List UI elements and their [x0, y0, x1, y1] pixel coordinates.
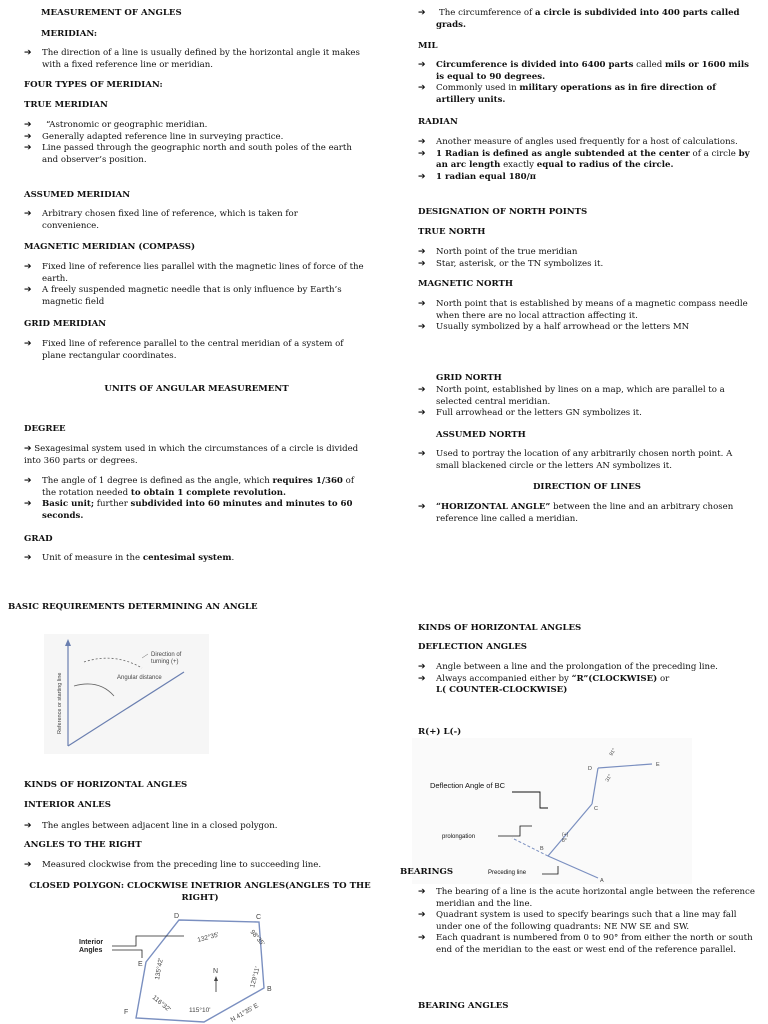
deflection-title: Deflection Angle of BC — [430, 781, 506, 790]
list-item: ➔ North point that is established by means of a magnetic compass needle when there are no local attraction affecting it. — [418, 299, 756, 322]
point-c: C — [594, 806, 598, 812]
bearings-list — [418, 887, 756, 957]
angle-f: 116°32' — [150, 994, 172, 1014]
angle-b: 129°11' — [249, 965, 262, 989]
magnetic-north-list — [418, 299, 756, 334]
list-item: ➔ Fixed line of reference parallel to the central meridian of a system of plane rectangular coordinates. — [24, 339, 369, 362]
list-item: ➔ Basic unit; further subdivided into 60 minutes and minutes to 60 seconds. — [24, 499, 369, 522]
list-item: ➔ North point, established by lines on a map, which are parallel to a selected central meridian. — [418, 385, 756, 408]
leader-line — [112, 936, 184, 946]
magnetic-north-heading: MAGNETIC NORTH — [418, 279, 514, 289]
list-item: ➔ Full arrowhead or the letters GN symbolizes it. — [418, 408, 756, 420]
list-item: ➔ The angles between adjacent line in a closed polygon. — [24, 821, 369, 833]
angle-c-value: 31° — [604, 773, 614, 783]
closed-polygon-diagram — [74, 910, 324, 1024]
list-item: ➔ Used to portray the location of any arbitrarily chosen north point. A small blackened circle or the letters AN symbolizes it. — [418, 449, 758, 472]
interior-list — [24, 821, 369, 833]
assumed-north-list — [418, 449, 758, 472]
angle-diagram — [44, 634, 209, 754]
mil-list — [418, 60, 753, 106]
deflection-heading: DEFLECTION ANGLES — [418, 642, 527, 652]
list-item: ➔ Another measure of angles used frequently for a host of calculations. — [418, 137, 756, 149]
list-item: ➔ Circumference is divided into 6400 parts called mils or 1600 mils is equal to 90 degrees. — [418, 60, 753, 83]
deflection-diagram — [412, 738, 692, 884]
list-item: ➔ “HORIZONTAL ANGLE” between the line and an arbitrary chosen reference line called a meridian. — [418, 502, 756, 525]
angles-right-heading: ANGLES TO THE RIGHT — [24, 840, 142, 850]
degree-list — [24, 476, 369, 522]
angle-d-value: 91° — [608, 747, 618, 757]
point-d: D — [588, 766, 592, 772]
list-item: ➔ Usually symbolized by a half arrowhead or the letters MN — [418, 322, 756, 334]
interior-heading: INTERIOR ANLES — [24, 800, 111, 810]
bearings-heading: BEARINGS — [400, 867, 454, 877]
point-f: F — [124, 1009, 129, 1016]
reference-label: Reference or starting line — [57, 672, 63, 734]
degree-paragraph: ➔ Sexagesimal system used in which the circumstances of a circle is divided into 360 parts or degrees. — [24, 444, 359, 466]
meridian-heading: MERIDIAN: — [41, 29, 98, 39]
list-item: ➔ The angle of 1 degree is defined as the angle, which requires 1/360 of the rotation needed to obtain 1 complete revolution. — [24, 476, 369, 499]
list-item: ➔ The circumference of a circle is subdivided into 400 parts called grads. — [418, 8, 758, 31]
angle-a: 115°10' — [189, 1007, 211, 1014]
bearing-label: N 41°35' E — [229, 1002, 260, 1024]
degree-heading: DEGREE — [24, 424, 66, 434]
list-item: ➔ Measured clockwise from the preceding line to succeeding line. — [24, 860, 369, 872]
closed-polygon-heading: CLOSED POLYGON: CLOCKWISE INETRIOR ANGLES(ANGLES TO THE RIGHT) — [29, 881, 371, 903]
grid-meridian-list — [24, 339, 369, 362]
assumed-meridian-list — [24, 209, 334, 232]
rl-heading: R(+) L(-) — [418, 727, 462, 737]
grid-north-list — [418, 385, 756, 420]
direction-label: Direction of turning (+) — [151, 652, 182, 665]
magnetic-meridian-heading: MAGNETIC MERIDIAN (COMPASS) — [24, 242, 196, 252]
list-item: ➔ Quadrant system is used to specify bearings such that a line may fall under one of the following quadrants: NE NW SE and SW. — [418, 910, 756, 933]
point-e: E — [138, 961, 143, 968]
list-item: ➔ Angle between a line and the prolongation of the preceding line. — [418, 662, 756, 674]
designation-heading: DESIGNATION OF NORTH POINTS — [418, 207, 588, 217]
grid-north-heading: GRID NORTH — [436, 373, 502, 383]
list-item: ➔ Fixed line of reference lies parallel with the magnetic lines of force of the earth. — [24, 262, 369, 285]
north-arrowhead — [214, 976, 218, 981]
direction-list — [418, 502, 756, 525]
interior-label: Interior Angles — [79, 939, 104, 954]
grads-list — [418, 8, 758, 31]
page-title: MEASUREMENT OF ANGLES — [41, 8, 182, 18]
bearing-angles-heading: BEARING ANGLES — [418, 1001, 509, 1011]
list-item: ➔ Always accompanied either by “R”(CLOCKWISE) or L( COUNTER-CLOCKWISE) — [418, 674, 756, 697]
grad-heading: GRAD — [24, 534, 53, 544]
leader-line — [112, 950, 142, 958]
kinds-heading-right: KINDS OF HORIZONTAL ANGLES — [418, 623, 582, 633]
deflection-list — [418, 662, 756, 697]
angles-right-list — [24, 860, 369, 872]
list-item: ➔ 1 radian equal 180/π — [418, 172, 756, 184]
units-heading: UNITS OF ANGULAR MEASUREMENT — [104, 384, 289, 394]
true-north-heading: TRUE NORTH — [418, 227, 486, 237]
assumed-meridian-heading: ASSUMED MERIDIAN — [24, 190, 131, 200]
four-types-heading: FOUR TYPES OF MERIDIAN: — [24, 80, 163, 90]
grid-meridian-heading: GRID MERIDIAN — [24, 319, 107, 329]
angle-d: 132°35' — [196, 931, 220, 944]
radian-list — [418, 137, 756, 183]
list-item: ➔ “Astronomic or geographic meridian. — [24, 120, 364, 132]
north-label: N — [213, 968, 219, 975]
direction-heading: DIRECTION OF LINES — [532, 482, 641, 492]
grad-list — [24, 553, 369, 565]
point-a: A — [600, 878, 604, 884]
point-b: B — [540, 846, 544, 852]
point-e: E — [656, 762, 660, 768]
kinds-heading-left: KINDS OF HORIZONTAL ANGLES — [24, 780, 188, 790]
assumed-north-heading: ASSUMED NORTH — [436, 430, 526, 440]
list-item: ➔ The bearing of a line is the acute horizontal angle between the reference meridian and the line. — [418, 887, 756, 910]
mil-heading: MIL — [418, 41, 438, 51]
list-item: ➔ 1 Radian is defined as angle subtended at the center of a circle by an arc length exactly equal to radius of the circle. — [418, 149, 756, 172]
list-item: ➔ Line passed through the geographic north and south poles of the earth and observer’s position. — [24, 143, 364, 166]
list-item: ➔ Unit of measure in the centesimal system. — [24, 553, 369, 565]
angle-b-value: 8° — [562, 838, 567, 844]
angle-c: 98°35' — [248, 928, 266, 948]
magnetic-meridian-list — [24, 262, 369, 308]
figure-background — [412, 738, 692, 884]
angle-e: 135°42' — [154, 957, 165, 981]
true-meridian-list — [24, 120, 364, 166]
true-meridian-heading: TRUE MERIDIAN — [24, 100, 108, 110]
list-item: ➔ A freely suspended magnetic needle that is only influence by Earth’s magnetic field — [24, 285, 369, 308]
radian-heading: RADIAN — [418, 117, 458, 127]
basic-requirements-heading: BASIC REQUIREMENTS DETERMINING AN ANGLE — [8, 602, 258, 612]
angle-b-sign: (+) — [562, 832, 569, 838]
list-item: ➔ Arbitrary chosen fixed line of reference, which is taken for convenience. — [24, 209, 334, 232]
point-c: C — [256, 914, 262, 921]
list-item: ➔ Commonly used in military operations as in fire direction of artillery units. — [418, 83, 753, 106]
point-b: B — [267, 986, 272, 993]
list-item: ➔ The direction of a line is usually defined by the horizontal angle it makes with a fixed reference line or meridian. — [24, 48, 369, 71]
angular-distance-label: Angular distance — [117, 675, 162, 681]
list-item: ➔ Each quadrant is numbered from 0 to 90° from either the north or south end of the meridian to the east or west end of the reference parallel. — [418, 933, 756, 956]
list-item: ➔ Generally adapted reference line in surveying practice. — [24, 132, 364, 144]
meridian-list — [24, 48, 369, 71]
list-item: ➔ Star, asterisk, or the TN symbolizes it. — [418, 259, 756, 271]
point-d: D — [174, 913, 180, 920]
true-north-list — [418, 247, 756, 270]
list-item: ➔ North point of the true meridian — [418, 247, 756, 259]
preceding-label: Preceding line — [488, 870, 527, 876]
prolongation-label: prolongation — [442, 834, 476, 840]
figure-background — [44, 634, 209, 754]
